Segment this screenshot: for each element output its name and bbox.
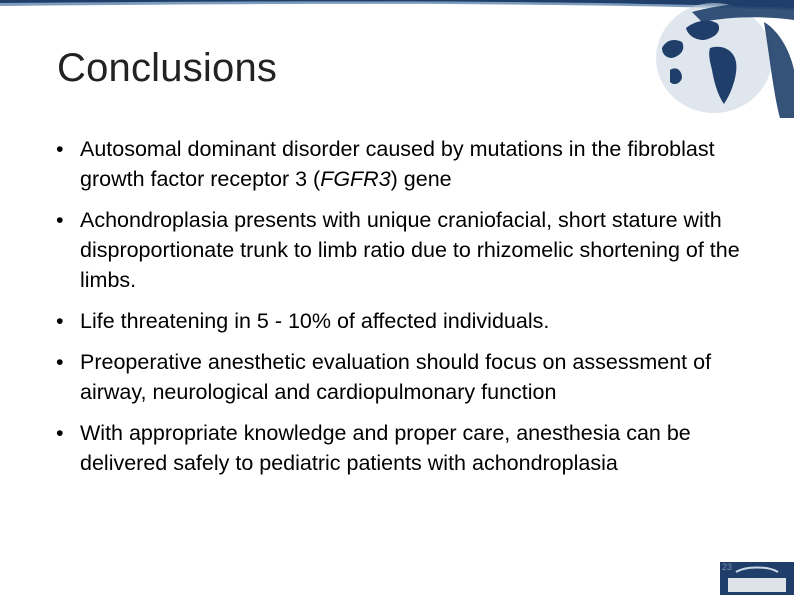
- bullet-text: With appropriate knowledge and proper care, anesthesia can be delivered safely to pediatric patients with achondroplasia: [80, 421, 691, 475]
- bullet-text: Life threatening in 5 - 10% of affected individuals.: [80, 309, 550, 333]
- bullet-item: [56, 205, 746, 295]
- gene-name: FGFR3: [320, 167, 391, 191]
- bullet-list: [56, 134, 746, 489]
- bullet-item: [56, 418, 746, 478]
- slide-title: Conclusions: [57, 46, 278, 90]
- bullet-text: Achondroplasia presents with unique craniofacial, short stature with disproportionate trunk to limb ratio due to rhizomelic shortening of the limbs.: [80, 208, 740, 292]
- bullet-item: [56, 306, 746, 336]
- globe-logo-icon: [652, 0, 794, 118]
- bullet-item: [56, 134, 746, 194]
- bullet-text: ) gene: [390, 167, 452, 191]
- bullet-text: Preoperative anesthetic evaluation should focus on assessment of airway, neurological and cardiopulmonary function: [80, 350, 712, 404]
- slide-number: 23: [722, 562, 733, 572]
- bullet-text: Autosomal dominant disorder caused by mutations in the fibroblast growth factor receptor 3 (: [80, 137, 715, 191]
- bullet-item: [56, 347, 746, 407]
